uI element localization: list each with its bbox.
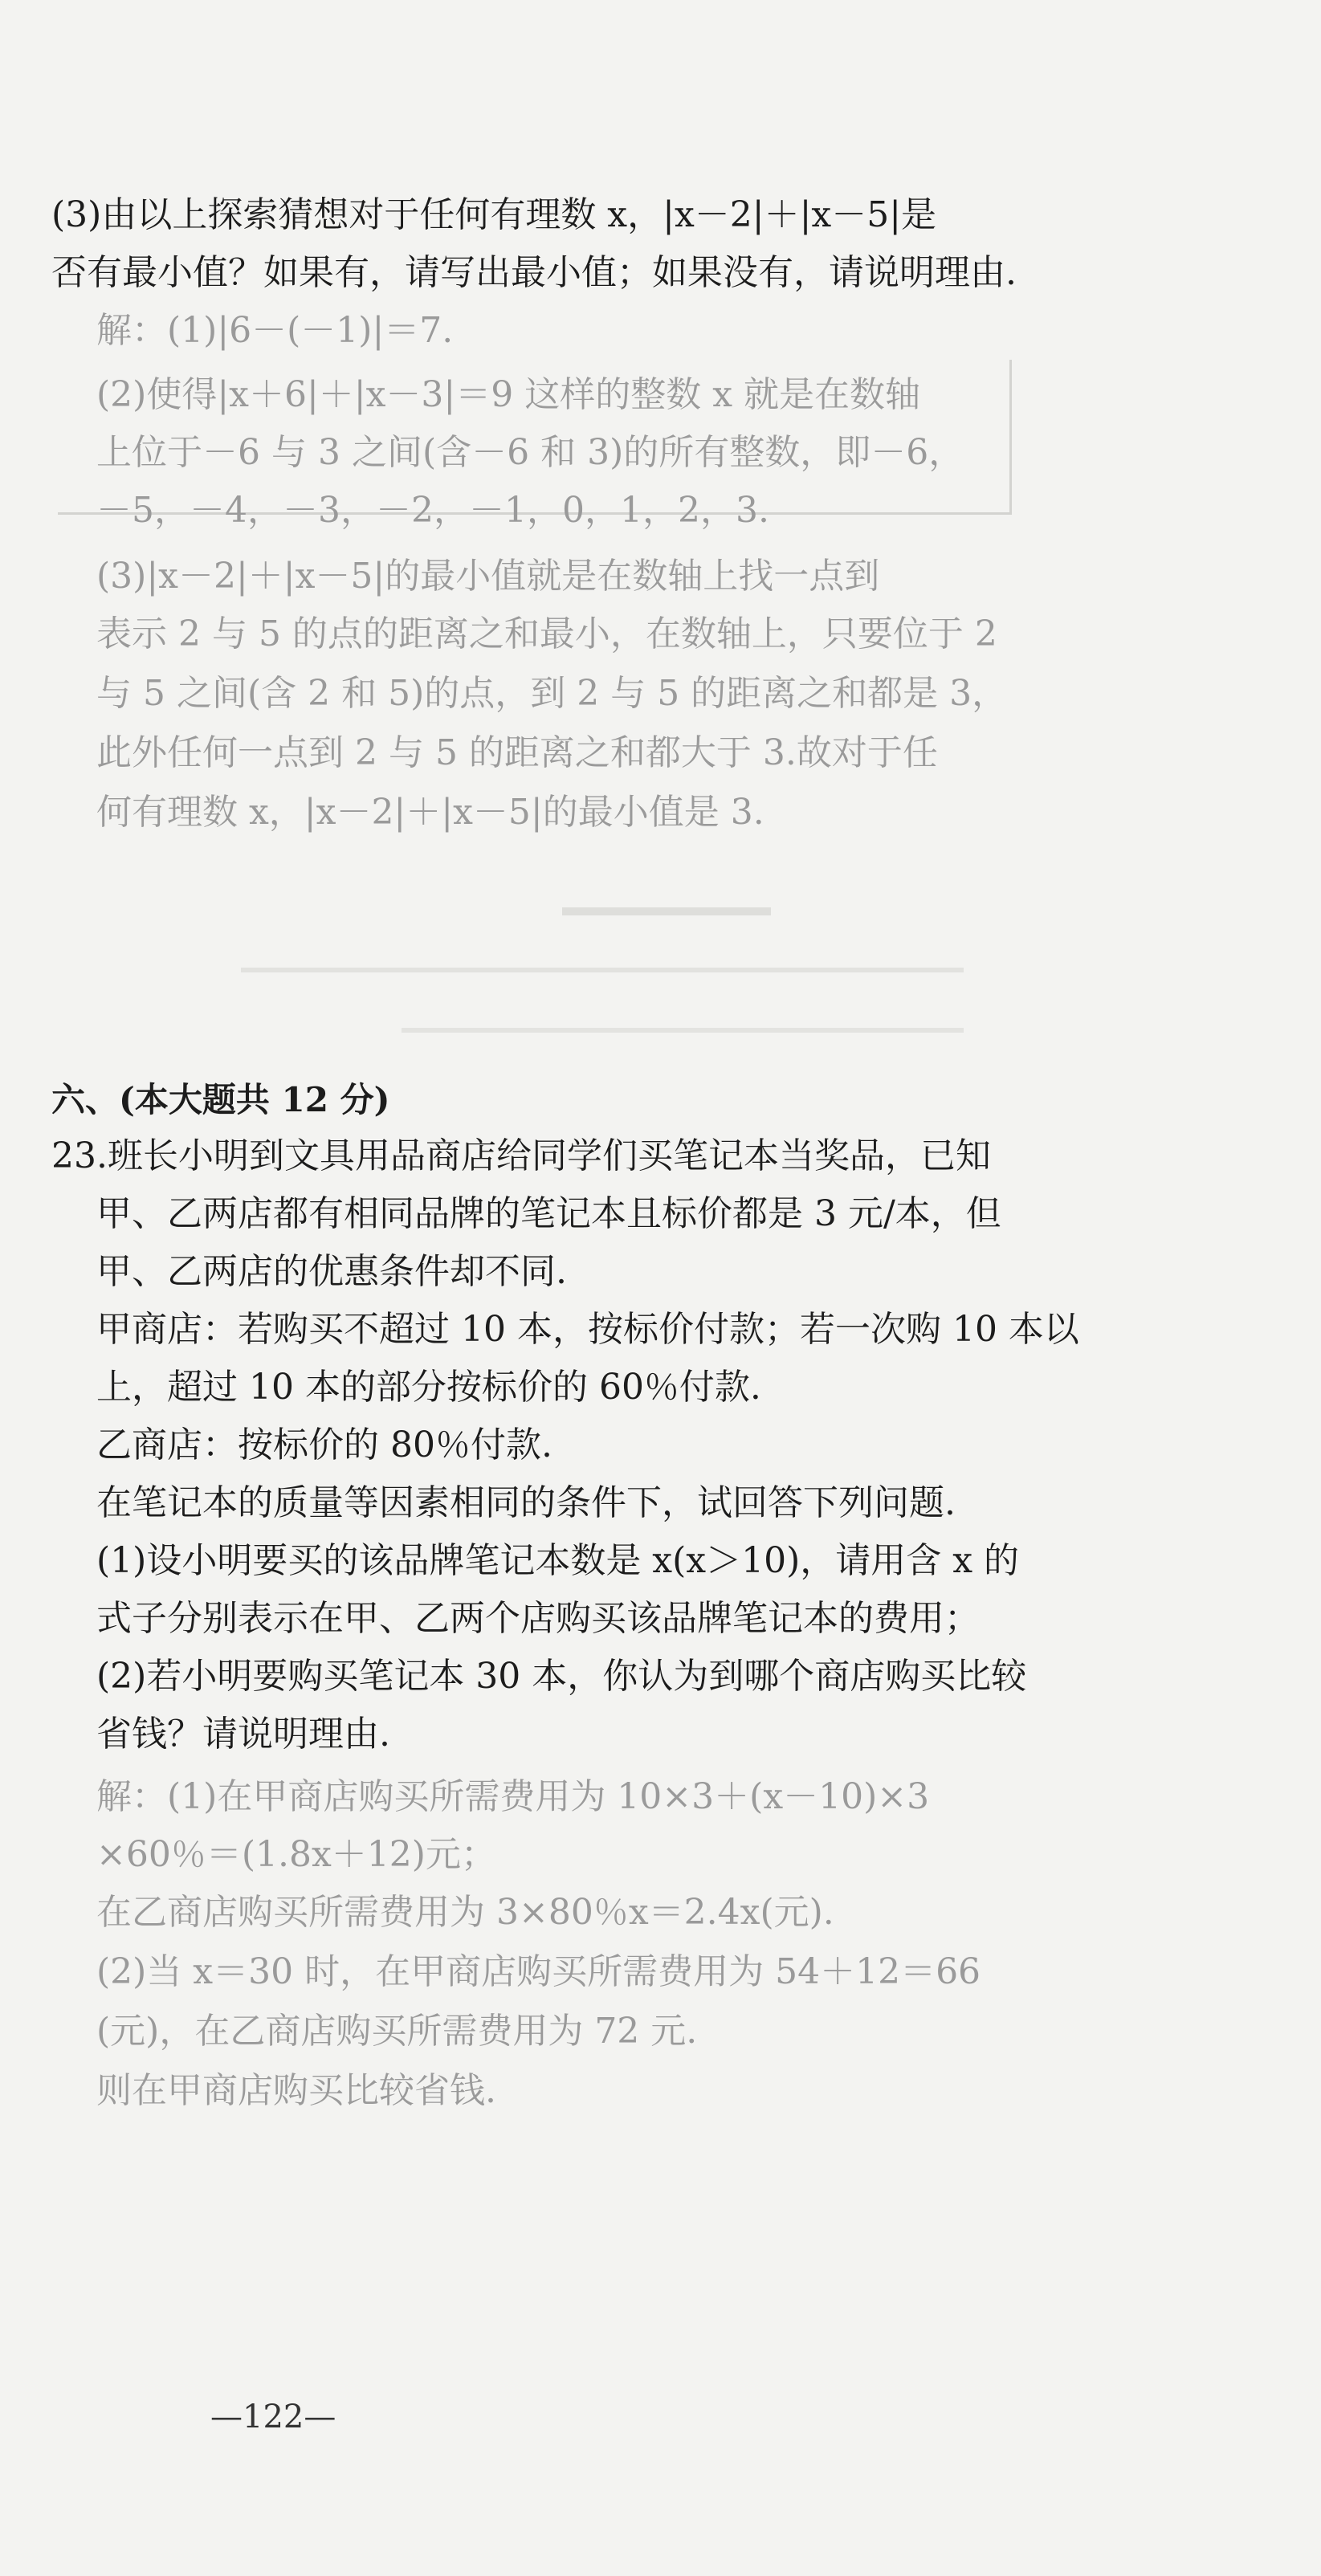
show-through-mark: [402, 1028, 964, 1033]
answer-line: －5，－4，－3，－2，－1，0，1，2，3.: [96, 490, 769, 531]
answer-line: 何有理数 x，|x－2|＋|x－5|的最小值是 3.: [96, 792, 764, 833]
question-line: 甲、乙两店都有相同品牌的笔记本且标价都是 3 元/本，但: [96, 1193, 1001, 1234]
question-line: (3)由以上探索猜想对于任何有理数 x，|x－2|＋|x－5|是: [51, 194, 937, 235]
question-line: 上，超过 10 本的部分按标价的 60％付款.: [96, 1367, 761, 1408]
question-line: 23.班长小明到文具用品商店给同学们买笔记本当奖品，已知: [51, 1135, 991, 1176]
question-line: 甲、乙两店的优惠条件却不同.: [96, 1251, 567, 1292]
answer-line: 在乙商店购买所需费用为 3×80％x＝2.4x(元).: [96, 1892, 834, 1933]
answer-line: ×60％＝(1.8x＋12)元；: [96, 1834, 496, 1875]
show-through-mark: [241, 968, 964, 972]
question-line: 省钱？请说明理由.: [96, 1714, 390, 1755]
answer-line: (2)使得|x＋6|＋|x－3|＝9 这样的整数 x 就是在数轴: [96, 374, 921, 415]
question-line: (2)若小明要购买笔记本 30 本，你认为到哪个商店购买比较: [96, 1656, 1027, 1697]
question-line: 甲商店：若购买不超过 10 本，按标价付款；若一次购 10 本以: [96, 1309, 1079, 1350]
answer-line: 则在甲商店购买比较省钱.: [96, 2070, 496, 2111]
answer-line: (元)，在乙商店购买所需费用为 72 元.: [96, 2011, 698, 2052]
answer-line: (3)|x－2|＋|x－5|的最小值就是在数轴上找一点到: [96, 556, 880, 597]
answer-line: 解：(1)在甲商店购买所需费用为 10×3＋(x－10)×3: [96, 1776, 930, 1817]
answer-line: 解：(1)|6－(－1)|＝7.: [96, 310, 454, 351]
page-number: —122—: [210, 2399, 336, 2435]
answer-line: 上位于－6 与 3 之间(含－6 和 3)的所有整数，即－6，: [96, 432, 964, 473]
answer-line: 与 5 之间(含 2 和 5)的点，到 2 与 5 的距离之和都是 3，: [96, 673, 1008, 714]
question-line: (1)设小明要买的该品牌笔记本数是 x(x＞10)，请用含 x 的: [96, 1540, 1020, 1581]
question-line: 式子分别表示在甲、乙两个店购买该品牌笔记本的费用；: [96, 1598, 980, 1639]
answer-line: (2)当 x＝30 时，在甲商店购买所需费用为 54＋12＝66: [96, 1951, 981, 1992]
section-heading: 六、(本大题共 12 分): [51, 1080, 390, 1119]
question-line: 在笔记本的质量等因素相同的条件下，试回答下列问题.: [96, 1482, 956, 1523]
question-line: 乙商店：按标价的 80％付款.: [96, 1425, 552, 1465]
question-line: 否有最小值？如果有，请写出最小值；如果没有，请说明理由.: [51, 252, 1017, 293]
answer-line: 表示 2 与 5 的点的距离之和最小，在数轴上，只要位于 2: [96, 613, 997, 654]
answer-line: 此外任何一点到 2 与 5 的距离之和都大于 3.故对于任: [96, 732, 938, 773]
show-through-mark: [562, 907, 771, 915]
